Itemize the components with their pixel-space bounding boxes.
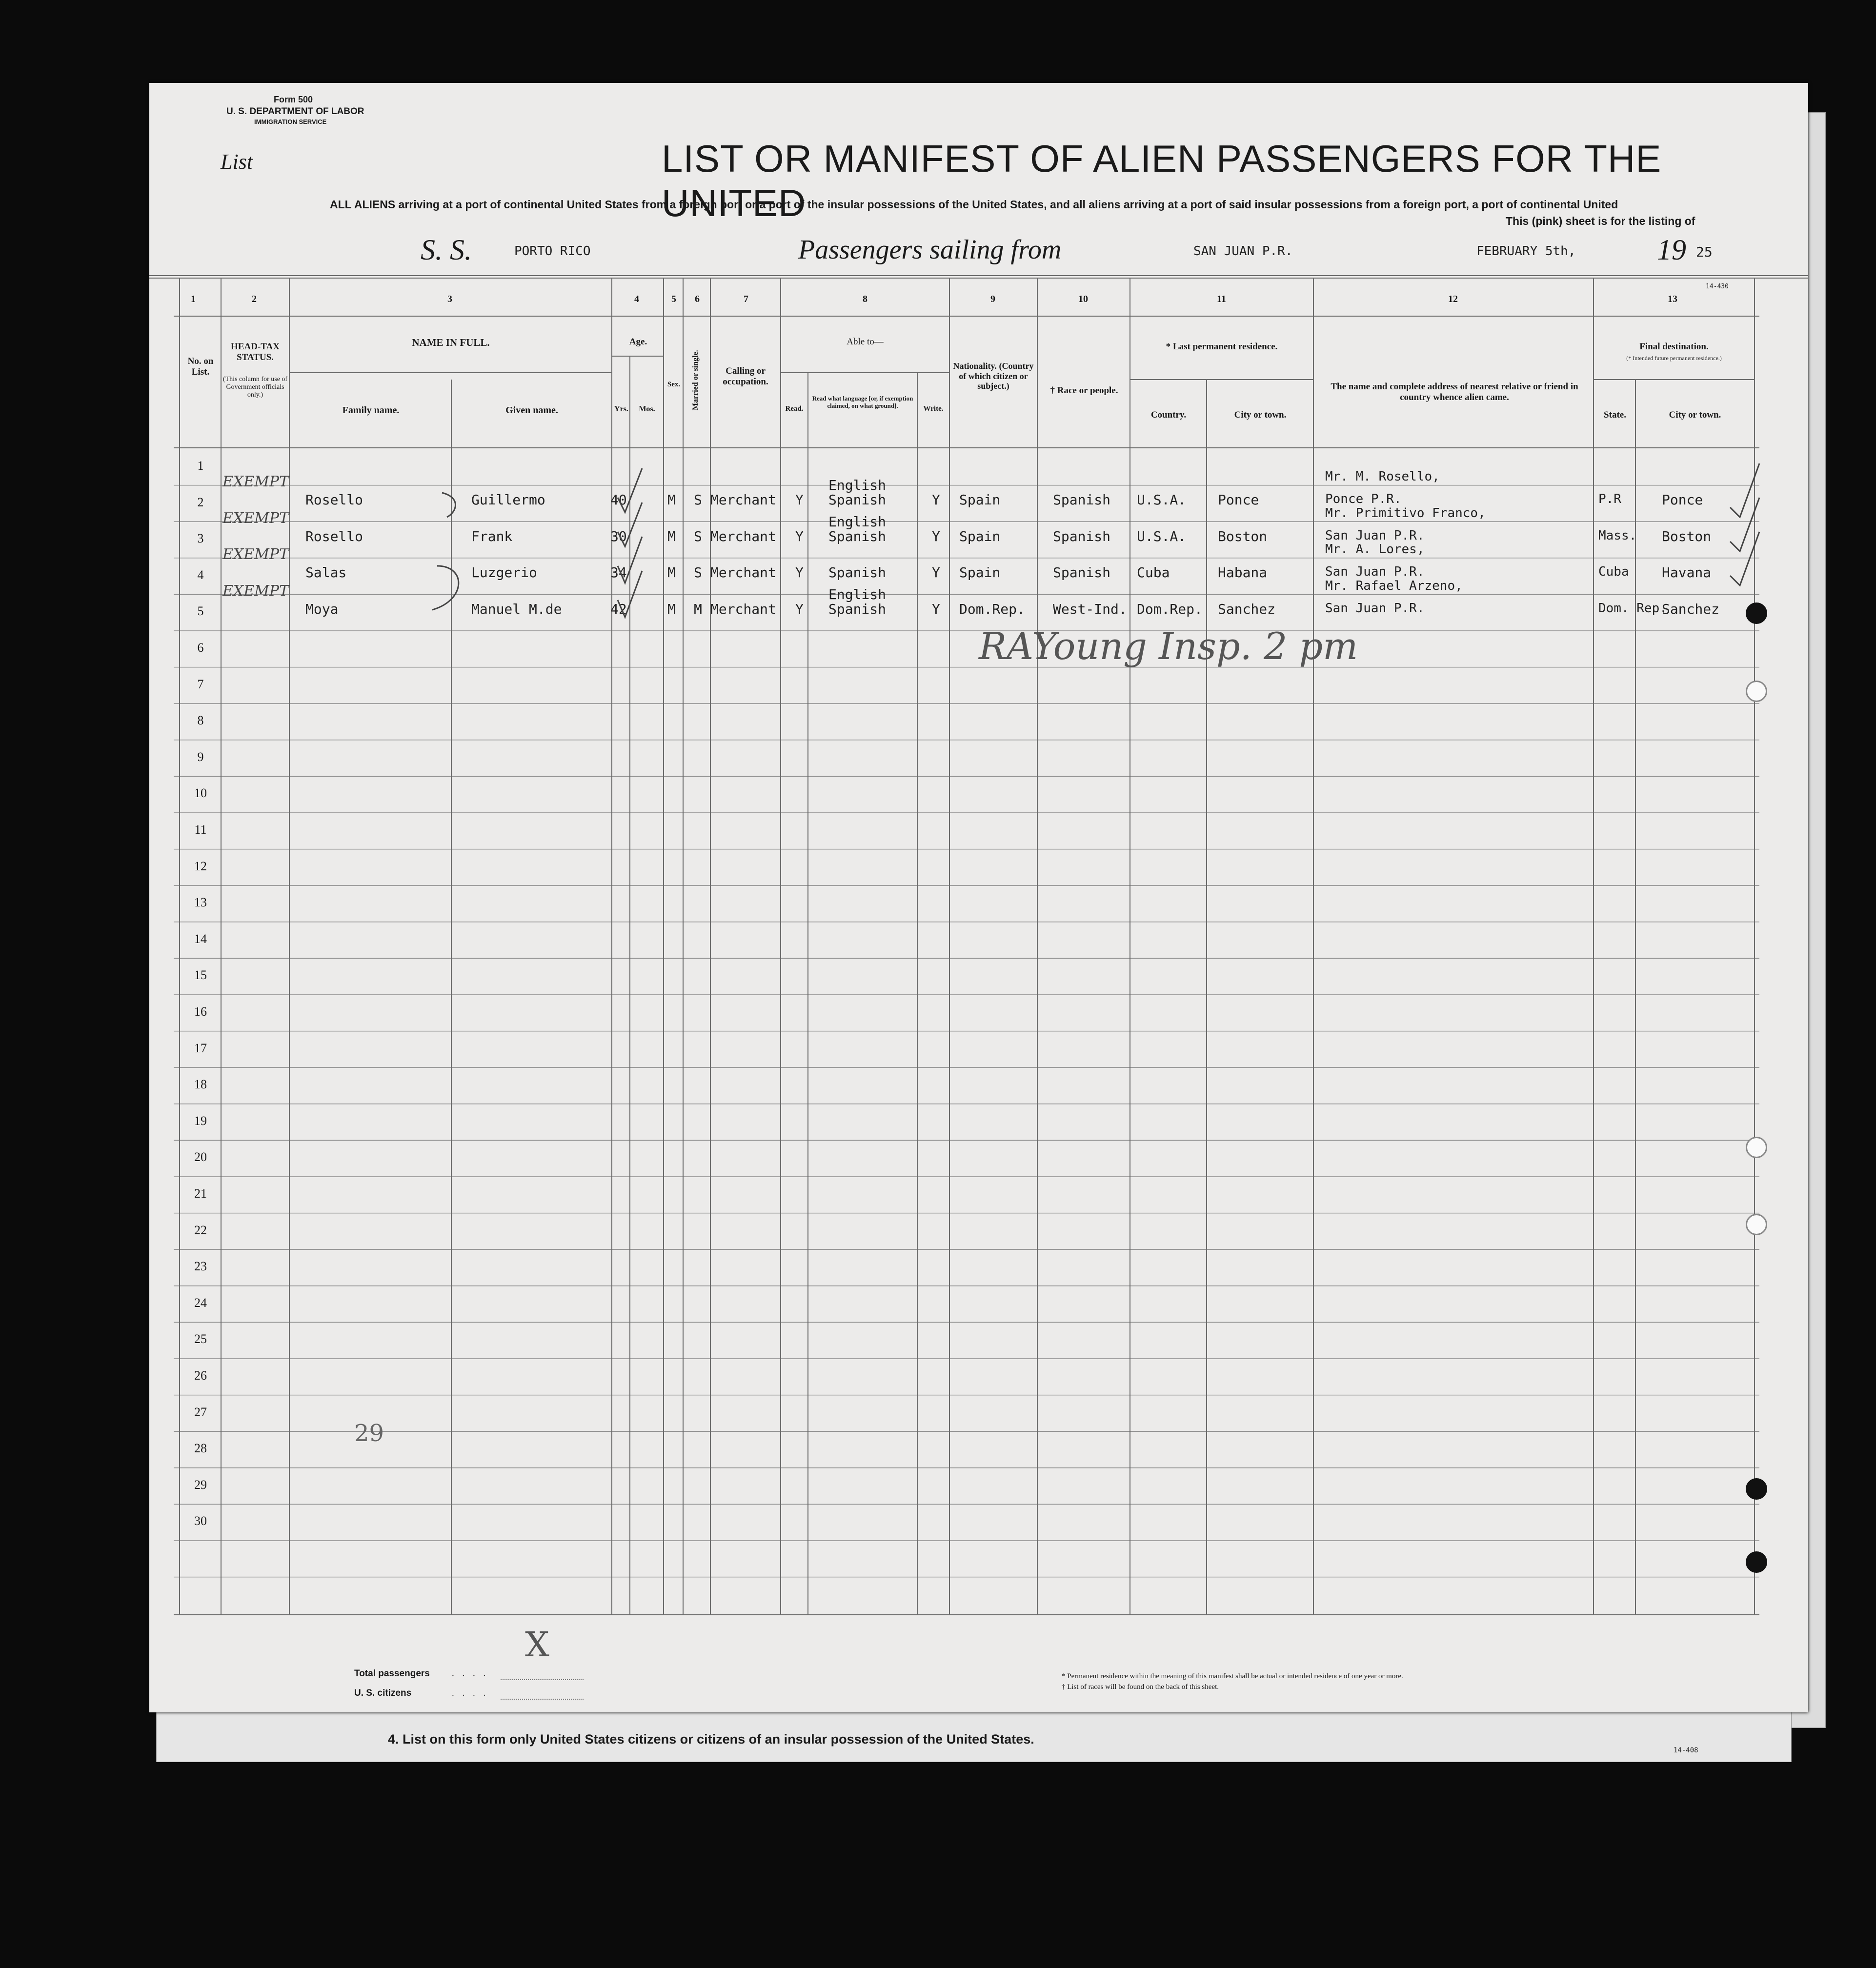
row-number: 23: [194, 1259, 207, 1274]
row-number: 16: [194, 1004, 207, 1019]
us-citizens-line: [501, 1699, 584, 1700]
residence-city: Ponce: [1218, 492, 1259, 508]
tax-status: EXEMPT: [222, 582, 289, 600]
total-passengers-line: [501, 1679, 584, 1680]
dest-state: P.R: [1598, 492, 1621, 506]
race: Spanish: [1053, 564, 1111, 581]
residence-country: Cuba: [1137, 564, 1170, 581]
header-name-in-full: NAME IN FULL.: [412, 337, 490, 348]
age-years: 42: [610, 601, 627, 617]
row-number: 6: [197, 641, 204, 655]
row-number: 8: [197, 713, 204, 728]
col-num-2: 2: [252, 294, 257, 304]
can-write: Y: [932, 564, 940, 581]
corner-code-top: 14-430: [1706, 283, 1729, 290]
bracket-mark: [442, 493, 456, 517]
punch-hole-2: [1746, 1137, 1767, 1158]
tax-status: EXEMPT: [222, 546, 289, 563]
service-name: IMMIGRATION SERVICE: [254, 118, 327, 125]
col-num-4: 4: [634, 294, 639, 304]
form-number: Form 500: [274, 95, 313, 104]
residence-country: Dom.Rep.: [1137, 601, 1203, 617]
sex: M: [667, 564, 676, 581]
family-name: Rosello: [305, 528, 363, 544]
nationality: Dom.Rep.: [959, 601, 1025, 617]
header-dest-city: City or town.: [1669, 410, 1721, 420]
language: Spanish: [828, 564, 887, 581]
year-suffix: 25: [1696, 244, 1713, 260]
given-name: Manuel M.de: [471, 601, 562, 617]
occupation: Merchant: [710, 528, 776, 544]
can-write: Y: [932, 601, 940, 617]
department-name: U. S. DEPARTMENT OF LABOR: [226, 106, 364, 117]
margin-number: 29: [354, 1420, 384, 1447]
row-number: 19: [194, 1113, 207, 1128]
manifest-sheet: [149, 83, 1808, 1712]
manifest-title: LIST OR MANIFEST OF ALIEN PASSENGERS FOR THE UNITED: [662, 137, 1662, 224]
married-status: S: [694, 528, 702, 544]
race: Spanish: [1053, 528, 1111, 544]
row-number: 11: [194, 823, 207, 837]
header-given-name: Given name.: [505, 405, 558, 416]
given-name: Guillermo: [471, 492, 545, 508]
dest-city: Ponce: [1662, 492, 1703, 508]
residence-country: U.S.A.: [1137, 492, 1187, 508]
punch-hole-6: [1746, 602, 1767, 624]
married-status: S: [694, 564, 702, 581]
nationality: Spain: [959, 528, 1001, 544]
header-head-tax: HEAD-TAX STATUS.: [231, 341, 280, 362]
family-name: Moya: [305, 601, 339, 617]
instruction-4: 4. List on this form only United States citizens or citizens of an insular possession of the United States.: [388, 1732, 1034, 1747]
row-number: 5: [197, 604, 204, 619]
us-citizens-dots: . . . .: [452, 1688, 489, 1698]
footnote-residence: * Permanent residence within the meaning of this manifest shall be actual or intended residence of one year or more.: [1062, 1672, 1403, 1680]
subtitle-line-2: This (pink) sheet is for the listing of: [1506, 215, 1695, 227]
dest-city: Havana: [1662, 564, 1712, 581]
given-name: Luzgerio: [471, 564, 537, 581]
occupation: Merchant: [710, 564, 776, 581]
header-able-to: Able to—: [847, 337, 884, 347]
total-mark: X: [525, 1625, 549, 1665]
header-no-on-list: No. on List.: [187, 356, 214, 377]
relative-name: Mr. Primitivo Franco,: [1325, 505, 1486, 521]
us-citizens-label: U. S. citizens: [354, 1688, 412, 1698]
header-relative: The name and complete address of nearest relative or friend in country whence alien came.: [1331, 382, 1578, 402]
total-passengers-dots: . . . .: [452, 1668, 489, 1679]
year-prefix: 19: [1657, 234, 1686, 266]
age-years: 30: [610, 528, 627, 544]
can-write: Y: [932, 528, 940, 544]
married-status: S: [694, 492, 702, 508]
can-write: Y: [932, 492, 940, 508]
sex: M: [667, 528, 676, 544]
nationality: Spain: [959, 492, 1001, 508]
bracket-mark: [432, 566, 459, 610]
married-status: M: [694, 601, 702, 617]
row-number: 2: [197, 495, 204, 509]
can-read: Y: [795, 528, 804, 544]
age-years: 34: [610, 564, 627, 581]
row-number: 26: [194, 1368, 207, 1383]
sailing-date: FEBRUARY 5th,: [1476, 244, 1576, 259]
residence-city: Habana: [1218, 564, 1268, 581]
row-number: 3: [197, 531, 204, 546]
language: English: [828, 477, 887, 493]
family-name: Salas: [305, 564, 347, 581]
family-name: Rosello: [305, 492, 363, 508]
header-calling: Calling or occupation.: [723, 366, 768, 387]
punch-hole-4: [1746, 1478, 1767, 1500]
sailing-label: Passengers sailing from: [798, 235, 1062, 265]
residence-city: Sanchez: [1218, 601, 1276, 617]
residence-country: U.S.A.: [1137, 528, 1187, 544]
row-number: 21: [194, 1186, 207, 1201]
ship-name: PORTO RICO: [514, 244, 591, 259]
corner-code-bottom: 14-408: [1674, 1747, 1698, 1754]
can-read: Y: [795, 564, 804, 581]
list-label: List: [221, 150, 253, 174]
row-number: 25: [194, 1332, 207, 1346]
header-read: Read.: [785, 405, 804, 413]
header-state: State.: [1604, 410, 1626, 420]
language: English: [828, 586, 887, 602]
header-write: Write.: [923, 405, 944, 413]
header-family-name: Family name.: [342, 405, 400, 416]
col-num-7: 7: [744, 294, 748, 304]
header-final-destination: Final destination.: [1639, 341, 1709, 352]
header-country: Country.: [1150, 410, 1187, 420]
language: Spanish: [828, 528, 887, 544]
row-number: 27: [194, 1405, 207, 1419]
check-mark: [618, 571, 642, 617]
relative-address: Ponce P.R.: [1325, 492, 1402, 506]
header-read-language: Read what language [or, if exemption claimed, on what ground].: [812, 395, 913, 409]
row-number: 20: [194, 1150, 207, 1165]
header-married: Married or single.: [691, 350, 700, 411]
given-name: Frank: [471, 528, 513, 544]
sex: M: [667, 492, 676, 508]
col-num-3: 3: [447, 294, 452, 304]
col-num-1: 1: [191, 294, 196, 304]
header-age: Age.: [629, 337, 647, 347]
row-number: 1: [197, 459, 204, 473]
row-number: 18: [194, 1077, 207, 1092]
row-number: 4: [197, 567, 204, 582]
tax-status: EXEMPT: [222, 509, 289, 527]
occupation: Merchant: [710, 601, 776, 617]
col-num-12: 12: [1448, 294, 1458, 304]
row-number: 28: [194, 1441, 207, 1456]
header-final-note: (* Intended future permanent residence.): [1626, 355, 1722, 361]
race: West-Ind.: [1053, 601, 1127, 617]
punch-hole-3: [1746, 1214, 1767, 1235]
row-number: 9: [197, 749, 204, 764]
col-num-9: 9: [990, 294, 995, 304]
row-number: 24: [194, 1295, 207, 1310]
header-mos: Mos.: [639, 405, 655, 413]
dest-state: Dom. Rep.: [1598, 601, 1667, 616]
check-mark: [618, 537, 642, 583]
col-num-8: 8: [863, 294, 867, 304]
relative-name: Mr. A. Lores,: [1325, 542, 1425, 557]
relative-address: San Juan P.R.: [1325, 528, 1425, 543]
header-race: † Race or people.: [1050, 385, 1118, 396]
header-yrs: Yrs.: [614, 405, 628, 413]
col-num-10: 10: [1078, 294, 1088, 304]
header-nationality: Nationality. (Country of which citizen or subject.): [953, 361, 1034, 391]
tax-status: EXEMPT: [222, 473, 289, 490]
occupation: Merchant: [710, 492, 776, 508]
row-number: 10: [194, 786, 207, 801]
subtitle-line-1: ALL ALIENS arriving at a port of continental United States from a foreign port or a port of the insular possessions of the United States, and all aliens arriving at a port of said insular possessions from a foreign port, a port of continental United: [330, 198, 1618, 211]
check-mark: [618, 502, 642, 546]
row-number: 14: [194, 931, 207, 946]
language: English: [828, 513, 887, 530]
dest-city: Boston: [1662, 528, 1712, 544]
residence-city: Boston: [1218, 528, 1268, 544]
language: Spanish: [828, 601, 887, 617]
dest-state: Cuba: [1598, 564, 1629, 580]
row-number: 15: [194, 968, 207, 983]
relative-address: San Juan P.R.: [1325, 601, 1425, 616]
header-last-residence: * Last permanent residence.: [1166, 341, 1278, 352]
check-marks: [149, 83, 1808, 1712]
check-mark: [618, 468, 642, 512]
row-number: 30: [194, 1514, 207, 1528]
sex: M: [667, 601, 676, 617]
port-name: SAN JUAN P.R.: [1193, 244, 1293, 259]
row-number: 12: [194, 859, 207, 873]
row-number: 17: [194, 1041, 207, 1055]
col-num-5: 5: [671, 294, 676, 304]
relative-name: Mr. Rafael Arzeno,: [1325, 578, 1463, 593]
relative-address: San Juan P.R.: [1325, 564, 1425, 580]
relative-name: Mr. M. Rosello,: [1325, 469, 1440, 484]
inspector-signature: RAYoung Insp. 2 pm: [979, 624, 1358, 668]
nationality: Spain: [959, 564, 1001, 581]
race: Spanish: [1053, 492, 1111, 508]
dest-city: Sanchez: [1662, 601, 1720, 617]
punch-hole-5: [1746, 1551, 1767, 1573]
ss-label: S. S.: [421, 234, 472, 266]
language: Spanish: [828, 492, 887, 508]
row-number: 7: [197, 677, 204, 691]
header-city: City or town.: [1234, 410, 1287, 420]
total-passengers-label: Total passengers: [354, 1668, 430, 1679]
punch-hole-1: [1746, 681, 1767, 702]
can-read: Y: [795, 492, 804, 508]
header-sex: Sex.: [667, 381, 681, 388]
col-num-11: 11: [1217, 294, 1226, 304]
header-head-tax-note: (This column for use of Government officials only.): [222, 376, 288, 399]
row-number: 13: [194, 895, 207, 910]
dest-state: Mass.: [1598, 528, 1637, 543]
col-num-6: 6: [695, 294, 700, 304]
col-num-13: 13: [1668, 294, 1677, 304]
row-number: 29: [194, 1477, 207, 1492]
can-read: Y: [795, 601, 804, 617]
age-years: 40: [610, 492, 627, 508]
row-number: 22: [194, 1223, 207, 1237]
footnote-races: † List of races will be found on the back of this sheet.: [1062, 1683, 1219, 1691]
